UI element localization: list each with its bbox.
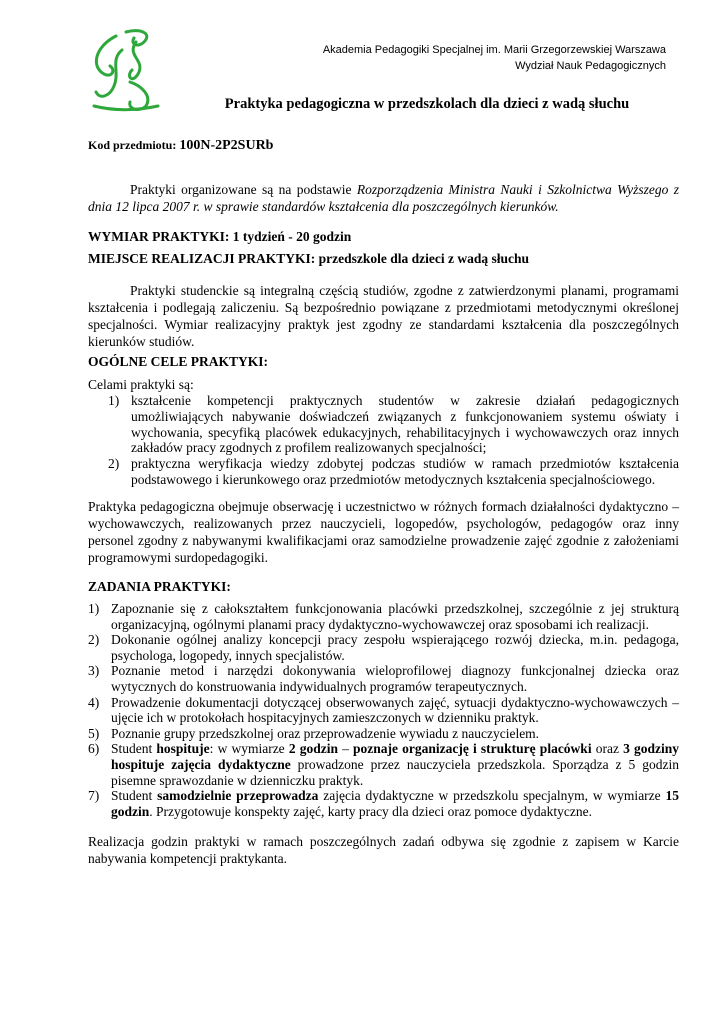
tasks-heading: ZADANIA PRAKTYKI: — [88, 579, 231, 594]
list-item — [108, 456, 679, 488]
intro-paragraph — [88, 181, 679, 215]
list-item-number: 2) — [108, 456, 120, 472]
list-item — [88, 601, 679, 632]
goals-intro: Celami praktyki są: — [88, 377, 194, 392]
list-item-number: 4) — [88, 694, 100, 710]
academy-name: Akademia Pedagogiki Specjalnej im. Marii Grzegorzewskiej Warszawa — [322, 44, 666, 56]
goals-heading: OGÓLNE CELE PRAKTYKI: — [88, 354, 269, 369]
page-title: Praktyka pedagogiczna w przedszkolach dla dzieci z wadą słuchu — [224, 96, 630, 112]
list-item-text: Poznanie metod i narzędzi dokonywania wieloprofilowej diagnozy funkcjonalnej dziecka oraz wytycznych do konstruowania indywidualnych programów terapeutycznych. — [111, 663, 679, 694]
list-item-text: Dokonanie ogólnej analizy koncepcji pracy zespołu wspierającego rozwój dziecka, m.in. pedagoga, psychologa, logopedy, innych specjalistów. — [111, 632, 679, 663]
goals-list — [108, 393, 679, 488]
list-item-number: 1) — [88, 601, 100, 616]
list-item — [88, 695, 679, 726]
list-item-number: 5) — [88, 725, 100, 741]
practice-paragraph: Praktyki studenckie są integralną częścią studiów, zgodne z zatwierdzonymi planami, programami kształcenia i podlegają zaliczeniu. Są bezpośrednio powiązane z przedmiotami metodycznymi określonej specjalności. Wymiar realizacyjny praktyk jest zgodny ze standardami kształcenia dla poszczególnych kierunków studiów. — [88, 283, 679, 349]
list-item-text: praktyczna weryfikacja wiedzy zdobytej podczas studiów w ramach przedmiotów kształcenia podstawowego i kierunkowego oraz przedmiotów metodycznych kształcenia specjalnościowego. — [131, 456, 679, 487]
list-item-text: Prowadzenie dokumentacji dotyczącej obserwowanych zajęć, sytuacji dydaktyczno-wychowawczych – ujęcie ich w protokołach hospitacyjnych zamieszczonych w dzienniku praktyk. — [111, 694, 679, 726]
list-item: 6) Student hospituje: w wymiarze 2 godzin – poznaje organizację i strukturę placówki oraz 3 godziny hospituje zajęcia dydaktyczne prowadzone przez nauczyciela przedszkola. Sporządza z 5 godzin pisemne sprawozdanie w dzienniczku praktyk. — [88, 741, 679, 788]
list-item-text: Zapoznanie się z całokształtem funkcjonowania placówki przedszkolnej, szczególnie z jej strukturą organizacyjną, ogólnymi planami pracy dydaktyczno-wychowawczej oraz sposobami ich realizacji. — [111, 601, 679, 632]
list-item — [88, 632, 679, 663]
list-item-number: 6) — [88, 741, 100, 757]
list-item-text: Poznanie grupy przedszkolnej oraz przeprowadzenie wywiadu z nauczycielem. — [111, 725, 540, 741]
list-item-number: 1) — [108, 393, 120, 408]
list-item — [88, 726, 679, 742]
list-item-number: 7) — [88, 788, 100, 804]
dimension-heading: WYMIAR PRAKTYKI: 1 tydzień - 20 godzin — [88, 229, 352, 244]
intro-text: Praktyki organizowane są na podstawie — [130, 182, 357, 197]
scope-paragraph: Praktyka pedagogiczna obejmuje obserwację i uczestnictwo w różnych formach działalności dydaktyczno – wychowawczych, realizowanych przez nauczycieli, logopedów, psychologów, pedagogów oraz inny personel zgodny z nabywanymi kwalifikacjami oraz samodzielne prowadzenie zajęć zgodnie z założeniami programowymi surdopedagogiki. — [88, 499, 679, 565]
list-item: 7) Student samodzielnie przeprowadza zajęcia dydaktyczne w przedszkolu specjalnym, w wymiarze 15 godzin. Przygotowuje konspekty zajęć, karty pracy dla dzieci oraz pomoce dydaktyczne. — [88, 788, 679, 819]
tasks-list — [88, 601, 679, 819]
faculty-name: Wydział Nauk Pedagogicznych — [515, 60, 666, 72]
course-code-label: Kod przedmiotu: — [88, 138, 177, 152]
list-item-number: 2) — [88, 632, 100, 648]
list-item — [108, 393, 679, 456]
closing-paragraph: Realizacja godzin praktyki w ramach poszczególnych zadań odbywa się zgodnie z zapisem w Karcie nabywania kompetencji praktykanta. — [88, 834, 679, 866]
course-code — [88, 138, 273, 154]
course-code-value: 100N-2P2SURb — [179, 138, 274, 153]
list-item-text: kształcenie kompetencji praktycznych studentów w zakresie działań pedagogicznych umożliwiających nabywanie doświadczeń związanych z funkcjonowaniem systemu oświaty i wychowania, specyfiką placówek edukacyjnych, rehabilitacyjnych i wychowawczych oraz innych zakładów pracy zgodnych z profilem realizowanych specjalności; — [131, 393, 679, 456]
place-heading: MIEJSCE REALIZACJI PRAKTYKI: przedszkole dla dzieci z wadą słuchu — [88, 251, 530, 266]
list-item-number: 3) — [88, 663, 100, 679]
list-item — [88, 663, 679, 694]
intro-citation: Rozporządzenia Ministra Nauki i Szkolnictwa Wyższego z dnia 12 lipca 2007 r. w sprawie standardów kształcenia dla poszczególnych kierunków. — [88, 182, 679, 214]
